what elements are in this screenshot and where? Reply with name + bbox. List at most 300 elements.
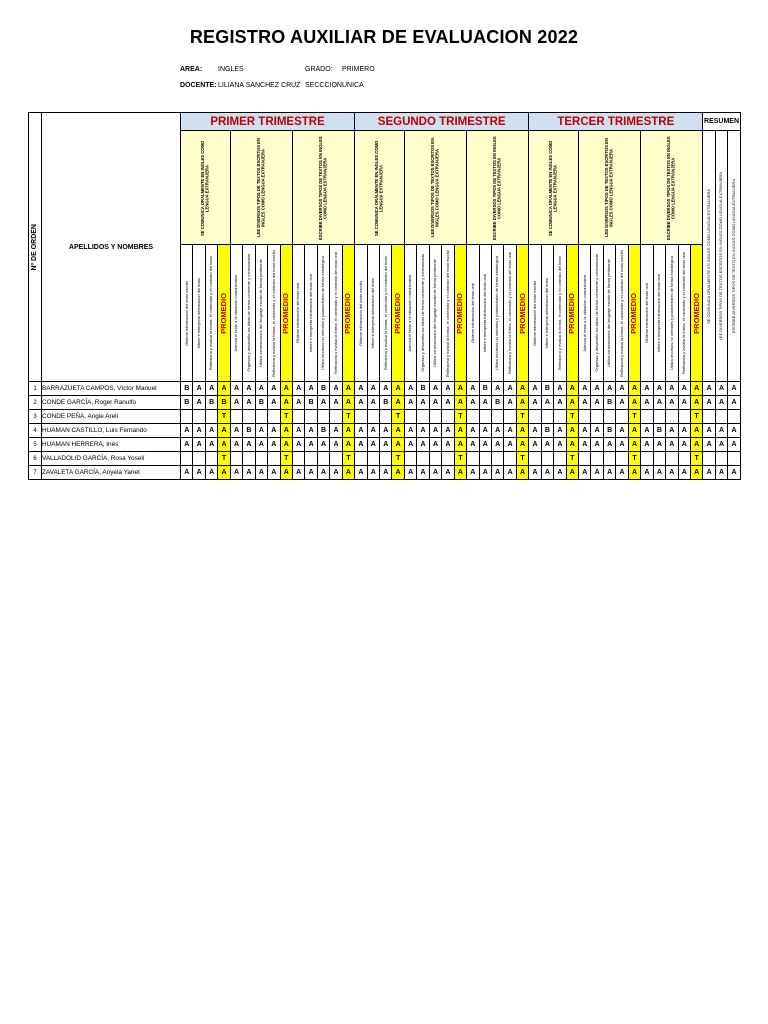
resumen-cell bbox=[703, 452, 715, 466]
criterion-header bbox=[616, 245, 628, 382]
promedio-cell: A bbox=[392, 466, 404, 480]
student-row bbox=[29, 410, 741, 424]
evaluation-register-table bbox=[28, 112, 741, 480]
promedio-cell: A bbox=[628, 382, 640, 396]
criterion-header-wrap bbox=[554, 245, 565, 381]
competency-header bbox=[467, 131, 529, 245]
trimester-header: SEGUNDO TRIMESTRE bbox=[355, 113, 529, 131]
promedio-cell: A bbox=[566, 382, 578, 396]
grado-value: PRIMERO bbox=[342, 66, 375, 73]
criterion-header-text: Reflexiona y evalúa la forma, el contenido y el contexto del texto bbox=[556, 255, 562, 371]
criterion-header-text: Infiere e interpreta información del texto oral bbox=[656, 273, 662, 353]
grade-cell: A bbox=[554, 396, 566, 410]
student-number: 4 bbox=[29, 424, 42, 438]
grade-cell: A bbox=[243, 396, 255, 410]
grade-cell: A bbox=[292, 382, 304, 396]
criterion-header-wrap bbox=[480, 245, 491, 381]
grade-cell: A bbox=[193, 396, 205, 410]
grade-cell bbox=[193, 452, 205, 466]
competency-header-wrap bbox=[355, 131, 404, 244]
promedio-cell: A bbox=[690, 424, 702, 438]
promedio-cell: A bbox=[218, 424, 230, 438]
promedio-header-wrap bbox=[343, 245, 354, 381]
criterion-header-wrap bbox=[206, 245, 217, 381]
promedio-cell: A bbox=[516, 424, 528, 438]
competency-header-wrap bbox=[293, 131, 354, 244]
grade-cell: A bbox=[193, 438, 205, 452]
grade-cell bbox=[417, 452, 429, 466]
grade-cell bbox=[678, 410, 690, 424]
promedio-cell: A bbox=[690, 396, 702, 410]
grade-cell bbox=[491, 410, 503, 424]
grade-cell: A bbox=[666, 438, 678, 452]
promedio-header-text: PROMEDIO bbox=[629, 292, 639, 334]
criterion-header bbox=[678, 245, 690, 382]
grade-cell: A bbox=[243, 382, 255, 396]
promedio-cell: T bbox=[392, 410, 404, 424]
promedio-cell: A bbox=[342, 438, 354, 452]
grade-cell bbox=[367, 452, 379, 466]
grade-cell: A bbox=[579, 466, 591, 480]
seccion-value: UNICA bbox=[342, 82, 364, 89]
promedio-header-text: PROMEDIO bbox=[343, 292, 353, 334]
grade-cell: A bbox=[404, 396, 416, 410]
grade-cell: A bbox=[355, 396, 367, 410]
criterion-header-text: Utiliza recursos no verbales y paraverbales de forma estratégica bbox=[320, 255, 326, 371]
resumen-competency bbox=[728, 131, 740, 382]
student-name: HUAMAN CASTILLO, Luis Fernando bbox=[42, 424, 181, 438]
grade-cell: A bbox=[205, 424, 217, 438]
promedio-cell: A bbox=[280, 438, 292, 452]
grade-cell: A bbox=[429, 438, 441, 452]
grade-cell: A bbox=[292, 438, 304, 452]
grade-cell: A bbox=[292, 424, 304, 438]
grade-cell: A bbox=[491, 424, 503, 438]
grade-cell: A bbox=[641, 424, 653, 438]
grade-cell: A bbox=[355, 438, 367, 452]
criterion-header-wrap bbox=[616, 245, 627, 381]
nombres-header: APELLIDOS Y NOMBRES bbox=[42, 113, 181, 382]
criterion-header bbox=[305, 245, 317, 382]
grade-cell bbox=[193, 410, 205, 424]
criterion-header bbox=[205, 245, 217, 382]
grade-cell: A bbox=[380, 438, 392, 452]
resumen-cell: A bbox=[728, 396, 740, 410]
promedio-cell: A bbox=[218, 438, 230, 452]
grade-cell bbox=[529, 410, 541, 424]
promedio-header bbox=[516, 245, 528, 382]
criterion-header-text: Infiere e interpreta información del texto bbox=[195, 277, 201, 349]
criterion-header bbox=[317, 245, 329, 382]
grade-cell: B bbox=[181, 382, 193, 396]
grade-cell bbox=[355, 410, 367, 424]
grade-cell: A bbox=[603, 438, 615, 452]
grade-cell bbox=[230, 452, 242, 466]
grade-cell: A bbox=[305, 424, 317, 438]
resumen-cell: A bbox=[703, 396, 715, 410]
grade-cell: A bbox=[442, 382, 454, 396]
resumen-cell: A bbox=[728, 424, 740, 438]
grade-cell: A bbox=[230, 466, 242, 480]
orden-header bbox=[29, 113, 42, 382]
grade-cell bbox=[591, 410, 603, 424]
grade-cell: A bbox=[205, 382, 217, 396]
promedio-cell: A bbox=[454, 466, 466, 480]
grade-cell bbox=[504, 410, 516, 424]
grade-cell: A bbox=[367, 396, 379, 410]
grade-cell bbox=[268, 452, 280, 466]
criterion-header-wrap bbox=[368, 245, 379, 381]
grade-cell: A bbox=[641, 466, 653, 480]
grade-cell bbox=[529, 452, 541, 466]
grade-cell: A bbox=[554, 466, 566, 480]
criterion-header-text: Utiliza recursos no verbales y paraverbales de forma estratégica bbox=[668, 255, 674, 371]
promedio-cell: A bbox=[628, 396, 640, 410]
grade-cell: A bbox=[603, 466, 615, 480]
criterion-header-text: Reflexiona y evalúa la forma, el contenido y el contexto del texto escrito bbox=[618, 249, 624, 377]
grade-cell: A bbox=[579, 396, 591, 410]
criterion-header-text: Adecúa el texto a la situación comunicativa bbox=[407, 274, 413, 352]
promedio-header-wrap bbox=[691, 245, 702, 381]
criterion-header-wrap bbox=[305, 245, 316, 381]
resumen-cell: A bbox=[715, 396, 727, 410]
student-number: 3 bbox=[29, 410, 42, 424]
grade-cell bbox=[653, 410, 665, 424]
grade-cell bbox=[541, 410, 553, 424]
grade-cell: B bbox=[479, 382, 491, 396]
grade-cell: A bbox=[554, 438, 566, 452]
resumen-cell: A bbox=[703, 466, 715, 480]
grade-cell: A bbox=[380, 382, 392, 396]
competency-header-wrap bbox=[579, 131, 640, 244]
criterion-header-text: Obtiene información del texto oral bbox=[469, 283, 475, 343]
grade-cell: A bbox=[479, 466, 491, 480]
grade-cell: A bbox=[330, 466, 342, 480]
grade-cell bbox=[653, 452, 665, 466]
grade-cell: A bbox=[591, 466, 603, 480]
resumen-competency bbox=[703, 131, 715, 382]
promedio-cell: A bbox=[628, 424, 640, 438]
resumen-cell bbox=[728, 452, 740, 466]
grade-cell: A bbox=[529, 438, 541, 452]
promedio-header-text: PROMEDIO bbox=[567, 292, 577, 334]
grade-cell: A bbox=[541, 438, 553, 452]
grade-cell bbox=[305, 452, 317, 466]
grade-cell bbox=[355, 452, 367, 466]
promedio-cell: A bbox=[516, 396, 528, 410]
criterion-header-wrap bbox=[318, 245, 329, 381]
criterion-header bbox=[181, 245, 193, 382]
competency-header-wrap bbox=[181, 131, 230, 244]
criterion-header bbox=[193, 245, 205, 382]
grade-cell: A bbox=[417, 466, 429, 480]
grade-cell: A bbox=[504, 396, 516, 410]
grade-cell: A bbox=[292, 466, 304, 480]
promedio-header-text: PROMEDIO bbox=[517, 292, 527, 334]
grade-cell: A bbox=[554, 424, 566, 438]
criterion-header-wrap bbox=[679, 245, 690, 381]
grade-cell: A bbox=[330, 438, 342, 452]
student-row bbox=[29, 382, 741, 396]
resumen-competency bbox=[715, 131, 727, 382]
grade-cell bbox=[330, 410, 342, 424]
criterion-header bbox=[579, 245, 591, 382]
grade-cell: B bbox=[317, 382, 329, 396]
grade-cell: A bbox=[641, 382, 653, 396]
grade-cell: A bbox=[181, 466, 193, 480]
grade-cell bbox=[243, 452, 255, 466]
grade-cell bbox=[205, 410, 217, 424]
competency-header bbox=[230, 131, 292, 245]
grade-cell: A bbox=[442, 438, 454, 452]
criterion-header-wrap bbox=[193, 245, 204, 381]
grade-cell: B bbox=[541, 424, 553, 438]
resumen-cell: A bbox=[703, 438, 715, 452]
grade-cell: A bbox=[579, 382, 591, 396]
grade-cell: A bbox=[491, 438, 503, 452]
promedio-cell: A bbox=[454, 424, 466, 438]
criterion-header-text: Reflexiona y evalúa la forma, el contenido y el contexto del texto oral bbox=[506, 252, 512, 374]
grade-cell: A bbox=[641, 396, 653, 410]
promedio-cell: A bbox=[280, 382, 292, 396]
student-name: CONDE PEÑA, Angie Areli bbox=[42, 410, 181, 424]
criterion-header bbox=[292, 245, 304, 382]
criterion-header-text: Utiliza recursos no verbales y paraverbales de forma estratégica bbox=[494, 255, 500, 371]
student-row bbox=[29, 438, 741, 452]
grade-cell bbox=[429, 410, 441, 424]
promedio-header bbox=[392, 245, 404, 382]
student-name: ZAVALETA GARCÍA, Anyela Yanet bbox=[42, 466, 181, 480]
criterion-header-text: Organiza y desarrolla las ideas de forma coherente y cohesionada bbox=[419, 254, 425, 372]
grade-cell: A bbox=[554, 382, 566, 396]
grade-cell: A bbox=[429, 396, 441, 410]
criterion-header bbox=[429, 245, 441, 382]
competency-header-text: SE COMUNICA ORALMENTE EN INGLES COMO LENGUA EXTRANJERA bbox=[199, 139, 210, 236]
criterion-header-text: Utiliza convenciones del lenguaje escrito de forma pertinente bbox=[606, 259, 612, 367]
grade-cell: A bbox=[467, 396, 479, 410]
grade-cell: A bbox=[193, 424, 205, 438]
resumen-header: RESUMEN bbox=[703, 113, 740, 131]
competency-header-text: LEE DIVERSOS TIPOS DE TEXTOS ESCRITOS EN INGLES COMO LENGUA EXTRANJERA bbox=[255, 138, 266, 237]
grade-cell bbox=[479, 452, 491, 466]
promedio-cell: A bbox=[454, 438, 466, 452]
grade-cell: A bbox=[591, 396, 603, 410]
student-number: 5 bbox=[29, 438, 42, 452]
criterion-header-wrap bbox=[654, 245, 665, 381]
promedio-header-text: PROMEDIO bbox=[219, 292, 229, 334]
grade-cell: A bbox=[504, 382, 516, 396]
docente-value: LILIANA SANCHEZ CRUZ bbox=[218, 82, 301, 89]
criterion-header-text: Reflexiona y evalúa la forma, el contenido y el contexto del texto oral bbox=[681, 252, 687, 374]
promedio-cell: A bbox=[628, 438, 640, 452]
grade-cell: B bbox=[603, 424, 615, 438]
grade-cell bbox=[603, 452, 615, 466]
promedio-cell: A bbox=[342, 466, 354, 480]
criterion-header-wrap bbox=[330, 245, 341, 381]
criterion-header-text: Infiere e interpreta información del texto oral bbox=[482, 273, 488, 353]
trimester-header: PRIMER TRIMESTRE bbox=[181, 113, 355, 131]
promedio-header bbox=[342, 245, 354, 382]
promedio-header-wrap bbox=[392, 245, 403, 381]
grade-cell: A bbox=[504, 466, 516, 480]
competency-header-wrap bbox=[467, 131, 528, 244]
document-title: REGISTRO AUXILIAR DE EVALUACION 2022 bbox=[189, 27, 579, 47]
promedio-cell: A bbox=[566, 438, 578, 452]
grade-cell: A bbox=[491, 382, 503, 396]
grade-cell: A bbox=[491, 466, 503, 480]
student-number: 2 bbox=[29, 396, 42, 410]
grade-cell bbox=[579, 410, 591, 424]
student-number: 7 bbox=[29, 466, 42, 480]
grade-cell bbox=[678, 452, 690, 466]
resumen-competency-text: SE COMUNICA ORALMENTE EN INGLES COMO LENGUA EXTRANJERA bbox=[705, 188, 711, 324]
grade-cell: A bbox=[479, 424, 491, 438]
resumen-competency-wrap bbox=[716, 172, 727, 340]
resumen-cell: A bbox=[715, 382, 727, 396]
criterion-header-wrap bbox=[492, 245, 503, 381]
student-name: HUAMAN HERRERA, Inés bbox=[42, 438, 181, 452]
criterion-header bbox=[355, 245, 367, 382]
grade-cell: A bbox=[305, 466, 317, 480]
criterion-header-text: Reflexiona y evalúa la forma, el contenido y el contexto del texto escrito bbox=[444, 249, 450, 377]
grade-cell: A bbox=[404, 424, 416, 438]
grade-cell: A bbox=[367, 466, 379, 480]
grade-cell: B bbox=[417, 382, 429, 396]
promedio-cell: A bbox=[566, 396, 578, 410]
promedio-cell: T bbox=[628, 452, 640, 466]
grade-cell: B bbox=[305, 396, 317, 410]
resumen-competency-text: ESCRIBE DIVERSOS TIPOS DE TEXTO EN INGLES COMO LENGUA EXTRANJERA bbox=[730, 178, 736, 334]
grade-cell bbox=[330, 452, 342, 466]
grade-cell: A bbox=[255, 382, 267, 396]
criterion-header-text: Adecúa el texto a la situación comunicativa bbox=[581, 274, 587, 352]
grade-cell: A bbox=[230, 438, 242, 452]
grade-cell: A bbox=[541, 396, 553, 410]
promedio-cell: A bbox=[218, 466, 230, 480]
grade-cell: A bbox=[504, 424, 516, 438]
criterion-header bbox=[504, 245, 516, 382]
promedio-cell: A bbox=[392, 382, 404, 396]
criterion-header-wrap bbox=[666, 245, 677, 381]
grade-cell: B bbox=[541, 382, 553, 396]
docente-label: DOCENTE: bbox=[180, 82, 217, 89]
grade-cell bbox=[541, 452, 553, 466]
promedio-cell: T bbox=[342, 410, 354, 424]
promedio-header-text: PROMEDIO bbox=[281, 292, 291, 334]
grade-cell: A bbox=[442, 466, 454, 480]
competency-header-text: SE COMUNICA ORALMENTE EN INGLES COMO LENGUA EXTRANJERA bbox=[373, 139, 384, 236]
criterion-header-text: Organiza y desarrolla las ideas de forma coherente y cohesionada bbox=[593, 254, 599, 372]
grade-cell: A bbox=[467, 466, 479, 480]
criterion-header-wrap bbox=[430, 245, 441, 381]
criterion-header-text: Utiliza convenciones del lenguaje escrito de forma pertinente bbox=[432, 259, 438, 367]
grade-cell bbox=[380, 410, 392, 424]
criterion-header-wrap bbox=[542, 245, 553, 381]
competency-header-text: ESCRIBE DIVERSOS TIPOS DE TEXTOS EN INGLES COMO LENGUA EXTRANJERA bbox=[666, 135, 676, 240]
promedio-cell: T bbox=[218, 410, 230, 424]
promedio-cell: T bbox=[690, 452, 702, 466]
resumen-competency-wrap bbox=[728, 179, 739, 333]
grade-cell bbox=[579, 452, 591, 466]
grade-cell bbox=[292, 410, 304, 424]
promedio-header bbox=[690, 245, 702, 382]
grade-cell: A bbox=[330, 424, 342, 438]
criterion-header bbox=[442, 245, 454, 382]
grade-cell bbox=[641, 452, 653, 466]
grade-cell: A bbox=[467, 382, 479, 396]
criterion-header bbox=[268, 245, 280, 382]
competency-header bbox=[579, 131, 641, 245]
student-number: 6 bbox=[29, 452, 42, 466]
grade-cell: A bbox=[317, 466, 329, 480]
competency-header bbox=[292, 131, 354, 245]
criterion-header-wrap bbox=[293, 245, 304, 381]
promedio-cell: T bbox=[628, 410, 640, 424]
grade-cell: B bbox=[380, 396, 392, 410]
competency-header-text: ESCRIBE DIVERSOS TIPOS DE TEXTOS EN INGLES COMO LENGUA EXTRANJERA bbox=[317, 135, 328, 240]
grade-cell: A bbox=[529, 466, 541, 480]
promedio-cell: A bbox=[566, 466, 578, 480]
promedio-header-wrap bbox=[218, 245, 229, 381]
grade-cell bbox=[603, 410, 615, 424]
competency-header bbox=[641, 131, 703, 245]
resumen-cell: A bbox=[703, 382, 715, 396]
promedio-cell: A bbox=[454, 382, 466, 396]
promedio-cell: T bbox=[566, 452, 578, 466]
grade-cell: A bbox=[230, 382, 242, 396]
criterion-header-text: Obtiene información del texto oral bbox=[295, 283, 301, 343]
promedio-cell: A bbox=[342, 396, 354, 410]
promedio-cell: T bbox=[392, 452, 404, 466]
promedio-cell: A bbox=[342, 382, 354, 396]
grade-cell bbox=[268, 410, 280, 424]
promedio-cell: A bbox=[516, 438, 528, 452]
promedio-cell: A bbox=[342, 424, 354, 438]
grade-cell: A bbox=[380, 466, 392, 480]
criterion-header bbox=[380, 245, 392, 382]
grade-cell: A bbox=[429, 424, 441, 438]
competency-header bbox=[181, 131, 231, 245]
promedio-header bbox=[566, 245, 578, 382]
promedio-header bbox=[280, 245, 292, 382]
grade-cell bbox=[641, 410, 653, 424]
grade-cell: A bbox=[268, 424, 280, 438]
promedio-cell: T bbox=[690, 410, 702, 424]
grade-cell bbox=[380, 452, 392, 466]
promedio-cell: A bbox=[280, 424, 292, 438]
grade-cell: A bbox=[666, 466, 678, 480]
student-name: VALLADOLID GARCÍA, Rosa Yoselí bbox=[42, 452, 181, 466]
competency-header-wrap bbox=[641, 131, 702, 244]
grade-cell bbox=[616, 410, 628, 424]
promedio-header bbox=[454, 245, 466, 382]
grade-cell: A bbox=[616, 382, 628, 396]
grade-cell bbox=[467, 410, 479, 424]
grade-cell: A bbox=[541, 466, 553, 480]
grade-cell: A bbox=[255, 438, 267, 452]
criterion-header-text: Obtiene información del texto escrito bbox=[183, 280, 189, 346]
criterion-header-text: Reflexiona y evalúa la forma, el contenido y el contexto del texto escrito bbox=[270, 249, 276, 377]
competency-header-wrap bbox=[231, 131, 292, 244]
grade-cell: A bbox=[616, 438, 628, 452]
grade-cell: A bbox=[305, 382, 317, 396]
grade-cell: A bbox=[268, 382, 280, 396]
grade-cell: A bbox=[579, 438, 591, 452]
criterion-header bbox=[603, 245, 615, 382]
promedio-cell: A bbox=[516, 382, 528, 396]
promedio-cell: A bbox=[280, 466, 292, 480]
trimester-header: TERCER TRIMESTRE bbox=[529, 113, 703, 131]
